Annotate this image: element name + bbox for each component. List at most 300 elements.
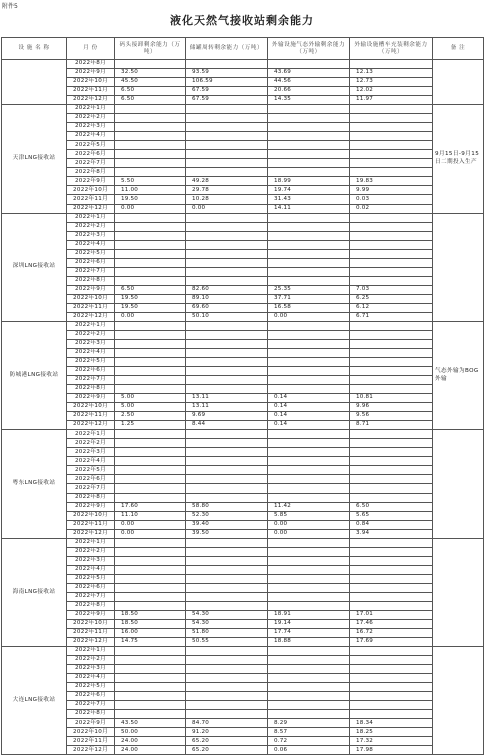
table-row bbox=[2, 78, 484, 87]
storage-cell: 58.80 bbox=[186, 502, 268, 511]
storage-cell bbox=[186, 692, 268, 701]
table-row bbox=[2, 574, 484, 583]
table-row bbox=[2, 628, 484, 637]
table-row bbox=[2, 610, 484, 619]
gas-cell bbox=[268, 367, 350, 376]
gas-cell bbox=[268, 647, 350, 656]
storage-cell: 67.59 bbox=[186, 96, 268, 105]
truck-cell: 12.13 bbox=[350, 69, 433, 78]
unload-cell bbox=[115, 556, 186, 565]
month-cell: 2022年2月 bbox=[67, 330, 115, 339]
gas-cell bbox=[268, 457, 350, 466]
unload-cell: 18.50 bbox=[115, 610, 186, 619]
unload-cell bbox=[115, 565, 186, 574]
truck-cell: 0.02 bbox=[350, 204, 433, 213]
gas-cell bbox=[268, 493, 350, 502]
month-cell: 2022年1月 bbox=[67, 647, 115, 656]
table-row bbox=[2, 159, 484, 168]
unload-cell: 24.00 bbox=[115, 746, 186, 755]
gas-cell: 14.35 bbox=[268, 96, 350, 105]
gas-cell bbox=[268, 159, 350, 168]
storage-cell bbox=[186, 231, 268, 240]
storage-cell bbox=[186, 349, 268, 358]
month-cell: 2022年1月 bbox=[67, 105, 115, 114]
month-cell: 2022年1月 bbox=[67, 538, 115, 547]
month-cell: 2022年2月 bbox=[67, 656, 115, 665]
storage-cell: 65.20 bbox=[186, 746, 268, 755]
gas-cell bbox=[268, 448, 350, 457]
truck-cell bbox=[350, 150, 433, 159]
storage-cell: 65.20 bbox=[186, 737, 268, 746]
month-cell: 2022年7月 bbox=[67, 376, 115, 385]
unload-cell bbox=[115, 701, 186, 710]
truck-cell: 12.73 bbox=[350, 78, 433, 87]
table-row bbox=[2, 267, 484, 276]
truck-cell bbox=[350, 701, 433, 710]
storage-cell: 39.40 bbox=[186, 520, 268, 529]
header-facility: 设 施 名 称 bbox=[2, 38, 67, 60]
table-row bbox=[2, 96, 484, 105]
unload-cell bbox=[115, 647, 186, 656]
storage-cell bbox=[186, 592, 268, 601]
gas-cell bbox=[268, 665, 350, 674]
month-cell: 2022年5月 bbox=[67, 466, 115, 475]
month-cell: 2022年10月 bbox=[67, 186, 115, 195]
unload-cell bbox=[115, 231, 186, 240]
storage-cell: 39.50 bbox=[186, 529, 268, 538]
truck-cell: 16.72 bbox=[350, 628, 433, 637]
storage-cell: 89.10 bbox=[186, 294, 268, 303]
gas-cell: 0.06 bbox=[268, 746, 350, 755]
month-cell: 2022年8月 bbox=[67, 493, 115, 502]
table-row bbox=[2, 403, 484, 412]
month-cell: 2022年11月 bbox=[67, 303, 115, 312]
truck-cell: 9.99 bbox=[350, 186, 433, 195]
month-cell: 2022年8月 bbox=[67, 60, 115, 69]
gas-cell bbox=[268, 249, 350, 258]
unload-cell bbox=[115, 683, 186, 692]
truck-cell bbox=[350, 321, 433, 330]
month-cell: 2022年4月 bbox=[67, 565, 115, 574]
unload-cell bbox=[115, 583, 186, 592]
truck-cell: 17.98 bbox=[350, 746, 433, 755]
table-row bbox=[2, 520, 484, 529]
facility-name: 防城港LNG接收站 bbox=[2, 321, 67, 429]
facility-name: 海南LNG接收站 bbox=[2, 538, 67, 646]
month-cell: 2022年2月 bbox=[67, 114, 115, 123]
unload-cell bbox=[115, 448, 186, 457]
truck-cell bbox=[350, 276, 433, 285]
storage-cell: 50.10 bbox=[186, 312, 268, 321]
truck-cell: 0.84 bbox=[350, 520, 433, 529]
unload-cell bbox=[115, 123, 186, 132]
table-row bbox=[2, 349, 484, 358]
page-title: 液化天然气接收站剩余能力 bbox=[170, 14, 314, 27]
table-row bbox=[2, 321, 484, 330]
month-cell: 2022年9月 bbox=[67, 394, 115, 403]
table-body bbox=[2, 60, 484, 755]
unload-cell: 19.50 bbox=[115, 294, 186, 303]
unload-cell bbox=[115, 339, 186, 348]
month-cell: 2022年8月 bbox=[67, 168, 115, 177]
unload-cell bbox=[115, 132, 186, 141]
truck-cell bbox=[350, 330, 433, 339]
gas-cell bbox=[268, 231, 350, 240]
table-row bbox=[2, 258, 484, 267]
storage-cell bbox=[186, 339, 268, 348]
storage-cell bbox=[186, 538, 268, 547]
storage-cell bbox=[186, 249, 268, 258]
month-cell: 2022年12月 bbox=[67, 529, 115, 538]
truck-cell bbox=[350, 60, 433, 69]
table-row bbox=[2, 737, 484, 746]
truck-cell bbox=[350, 547, 433, 556]
truck-cell: 10.81 bbox=[350, 394, 433, 403]
table-row bbox=[2, 457, 484, 466]
table-row bbox=[2, 448, 484, 457]
gas-cell: 0.14 bbox=[268, 412, 350, 421]
unload-cell bbox=[115, 665, 186, 674]
truck-cell bbox=[350, 132, 433, 141]
table-row bbox=[2, 285, 484, 294]
truck-cell: 12.02 bbox=[350, 87, 433, 96]
month-cell: 2022年6月 bbox=[67, 258, 115, 267]
table-row bbox=[2, 638, 484, 647]
truck-cell bbox=[350, 349, 433, 358]
table-row bbox=[2, 195, 484, 204]
table-row bbox=[2, 475, 484, 484]
gas-cell: 18.91 bbox=[268, 610, 350, 619]
table-row bbox=[2, 177, 484, 186]
remark-cell bbox=[433, 430, 484, 538]
table-row bbox=[2, 565, 484, 574]
storage-cell: 0.00 bbox=[186, 204, 268, 213]
unload-cell bbox=[115, 321, 186, 330]
unload-cell: 6.50 bbox=[115, 96, 186, 105]
storage-cell bbox=[186, 547, 268, 556]
gas-cell: 0.00 bbox=[268, 520, 350, 529]
storage-cell bbox=[186, 493, 268, 502]
month-cell: 2022年9月 bbox=[67, 177, 115, 186]
gas-cell bbox=[268, 484, 350, 493]
gas-cell bbox=[268, 222, 350, 231]
facility-name: 大连LNG接收站 bbox=[2, 647, 67, 755]
gas-cell: 37.71 bbox=[268, 294, 350, 303]
gas-cell: 0.14 bbox=[268, 403, 350, 412]
unload-cell bbox=[115, 484, 186, 493]
table-row bbox=[2, 556, 484, 565]
table-row bbox=[2, 60, 484, 69]
unload-cell bbox=[115, 601, 186, 610]
month-cell: 2022年8月 bbox=[67, 385, 115, 394]
table-row bbox=[2, 430, 484, 439]
truck-cell: 17.32 bbox=[350, 737, 433, 746]
truck-cell bbox=[350, 592, 433, 601]
table-row bbox=[2, 123, 484, 132]
unload-cell bbox=[115, 349, 186, 358]
storage-cell bbox=[186, 267, 268, 276]
table-row bbox=[2, 674, 484, 683]
unload-cell: 16.00 bbox=[115, 628, 186, 637]
unload-cell bbox=[115, 592, 186, 601]
month-cell: 2022年5月 bbox=[67, 141, 115, 150]
gas-cell: 19.14 bbox=[268, 619, 350, 628]
table-row bbox=[2, 484, 484, 493]
truck-cell bbox=[350, 683, 433, 692]
unload-cell bbox=[115, 213, 186, 222]
month-cell: 2022年9月 bbox=[67, 719, 115, 728]
table-row bbox=[2, 719, 484, 728]
month-cell: 2022年1月 bbox=[67, 430, 115, 439]
month-cell: 2022年12月 bbox=[67, 312, 115, 321]
truck-cell: 9.96 bbox=[350, 403, 433, 412]
unload-cell: 0.00 bbox=[115, 204, 186, 213]
truck-cell bbox=[350, 159, 433, 168]
table-row bbox=[2, 249, 484, 258]
truck-cell: 11.97 bbox=[350, 96, 433, 105]
unload-cell: 1.25 bbox=[115, 421, 186, 430]
gas-cell bbox=[268, 141, 350, 150]
unload-cell: 19.50 bbox=[115, 303, 186, 312]
truck-cell bbox=[350, 656, 433, 665]
gas-cell bbox=[268, 240, 350, 249]
unload-cell: 0.00 bbox=[115, 312, 186, 321]
month-cell: 2022年11月 bbox=[67, 87, 115, 96]
unload-cell bbox=[115, 150, 186, 159]
truck-cell bbox=[350, 105, 433, 114]
month-cell: 2022年5月 bbox=[67, 358, 115, 367]
truck-cell: 6.25 bbox=[350, 294, 433, 303]
unload-cell: 24.00 bbox=[115, 737, 186, 746]
month-cell: 2022年6月 bbox=[67, 692, 115, 701]
remark-cell bbox=[433, 538, 484, 646]
header-truck: 外输设施槽车充装剩余能力（万吨） bbox=[350, 38, 433, 60]
header-month: 月 份 bbox=[67, 38, 115, 60]
unload-cell bbox=[115, 240, 186, 249]
gas-cell: 43.69 bbox=[268, 69, 350, 78]
unload-cell: 11.10 bbox=[115, 511, 186, 520]
storage-cell bbox=[186, 430, 268, 439]
storage-cell bbox=[186, 457, 268, 466]
table-row bbox=[2, 592, 484, 601]
gas-cell bbox=[268, 358, 350, 367]
gas-cell bbox=[268, 376, 350, 385]
month-cell: 2022年3月 bbox=[67, 665, 115, 674]
gas-cell bbox=[268, 565, 350, 574]
storage-cell bbox=[186, 330, 268, 339]
remark-cell bbox=[433, 647, 484, 755]
gas-cell bbox=[268, 105, 350, 114]
month-cell: 2022年8月 bbox=[67, 601, 115, 610]
gas-cell bbox=[268, 168, 350, 177]
gas-cell: 25.35 bbox=[268, 285, 350, 294]
gas-cell bbox=[268, 556, 350, 565]
storage-cell bbox=[186, 240, 268, 249]
storage-cell bbox=[186, 159, 268, 168]
unload-cell bbox=[115, 692, 186, 701]
table-row bbox=[2, 276, 484, 285]
truck-cell bbox=[350, 493, 433, 502]
month-cell: 2022年10月 bbox=[67, 511, 115, 520]
facility-name: 粤东LNG接收站 bbox=[2, 430, 67, 538]
table-row bbox=[2, 114, 484, 123]
month-cell: 2022年6月 bbox=[67, 583, 115, 592]
storage-cell: 84.70 bbox=[186, 719, 268, 728]
storage-cell bbox=[186, 376, 268, 385]
storage-cell bbox=[186, 213, 268, 222]
gas-cell bbox=[268, 466, 350, 475]
unload-cell: 0.00 bbox=[115, 520, 186, 529]
truck-cell bbox=[350, 231, 433, 240]
unload-cell bbox=[115, 276, 186, 285]
gas-cell bbox=[268, 330, 350, 339]
truck-cell bbox=[350, 538, 433, 547]
truck-cell: 3.94 bbox=[350, 529, 433, 538]
month-cell: 2022年7月 bbox=[67, 701, 115, 710]
unload-cell bbox=[115, 430, 186, 439]
storage-cell: 51.80 bbox=[186, 628, 268, 637]
gas-cell: 19.74 bbox=[268, 186, 350, 195]
truck-cell: 5.65 bbox=[350, 511, 433, 520]
gas-cell bbox=[268, 674, 350, 683]
table-row bbox=[2, 439, 484, 448]
gas-cell: 16.58 bbox=[268, 303, 350, 312]
storage-cell bbox=[186, 583, 268, 592]
truck-cell bbox=[350, 565, 433, 574]
unload-cell: 5.00 bbox=[115, 394, 186, 403]
table-row bbox=[2, 619, 484, 628]
storage-cell bbox=[186, 132, 268, 141]
storage-cell bbox=[186, 222, 268, 231]
unload-cell: 18.50 bbox=[115, 619, 186, 628]
gas-cell bbox=[268, 710, 350, 719]
unload-cell bbox=[115, 547, 186, 556]
gas-cell bbox=[268, 538, 350, 547]
table-row bbox=[2, 412, 484, 421]
storage-cell: 82.60 bbox=[186, 285, 268, 294]
gas-cell bbox=[268, 547, 350, 556]
gas-cell bbox=[268, 385, 350, 394]
storage-cell: 93.59 bbox=[186, 69, 268, 78]
gas-cell: 0.72 bbox=[268, 737, 350, 746]
gas-cell bbox=[268, 683, 350, 692]
unload-cell bbox=[115, 574, 186, 583]
gas-cell bbox=[268, 439, 350, 448]
month-cell: 2022年5月 bbox=[67, 574, 115, 583]
storage-cell: 49.28 bbox=[186, 177, 268, 186]
storage-cell bbox=[186, 484, 268, 493]
month-cell: 2022年4月 bbox=[67, 674, 115, 683]
table-row bbox=[2, 141, 484, 150]
truck-cell bbox=[350, 448, 433, 457]
gas-cell: 14.11 bbox=[268, 204, 350, 213]
capacity-table bbox=[1, 37, 484, 755]
month-cell: 2022年2月 bbox=[67, 547, 115, 556]
truck-cell bbox=[350, 430, 433, 439]
storage-cell bbox=[186, 475, 268, 484]
month-cell: 2022年3月 bbox=[67, 448, 115, 457]
unload-cell: 19.50 bbox=[115, 195, 186, 204]
unload-cell bbox=[115, 475, 186, 484]
gas-cell bbox=[268, 692, 350, 701]
truck-cell: 0.03 bbox=[350, 195, 433, 204]
table-row bbox=[2, 204, 484, 213]
gas-cell: 5.85 bbox=[268, 511, 350, 520]
table-row bbox=[2, 367, 484, 376]
table-row bbox=[2, 312, 484, 321]
unload-cell: 32.50 bbox=[115, 69, 186, 78]
truck-cell bbox=[350, 339, 433, 348]
gas-cell: 0.00 bbox=[268, 312, 350, 321]
month-cell: 2022年12月 bbox=[67, 421, 115, 430]
unload-cell bbox=[115, 493, 186, 502]
truck-cell bbox=[350, 249, 433, 258]
storage-cell: 29.78 bbox=[186, 186, 268, 195]
facility-name: 天津LNG接收站 bbox=[2, 105, 67, 213]
gas-cell bbox=[268, 258, 350, 267]
truck-cell: 18.34 bbox=[350, 719, 433, 728]
unload-cell bbox=[115, 168, 186, 177]
table-row bbox=[2, 330, 484, 339]
storage-cell bbox=[186, 114, 268, 123]
gas-cell bbox=[268, 150, 350, 159]
storage-cell bbox=[186, 701, 268, 710]
gas-cell bbox=[268, 339, 350, 348]
unload-cell bbox=[115, 330, 186, 339]
gas-cell bbox=[268, 430, 350, 439]
storage-cell bbox=[186, 367, 268, 376]
storage-cell: 8.44 bbox=[186, 421, 268, 430]
table-row bbox=[2, 150, 484, 159]
unload-cell bbox=[115, 466, 186, 475]
month-cell: 2022年2月 bbox=[67, 222, 115, 231]
storage-cell bbox=[186, 656, 268, 665]
storage-cell: 9.69 bbox=[186, 412, 268, 421]
truck-cell bbox=[350, 484, 433, 493]
table-row bbox=[2, 240, 484, 249]
gas-cell bbox=[268, 267, 350, 276]
month-cell: 2022年10月 bbox=[67, 619, 115, 628]
month-cell: 2022年12月 bbox=[67, 638, 115, 647]
unload-cell: 50.00 bbox=[115, 728, 186, 737]
month-cell: 2022年3月 bbox=[67, 339, 115, 348]
truck-cell: 18.25 bbox=[350, 728, 433, 737]
header-row bbox=[2, 38, 484, 60]
remark-cell bbox=[433, 213, 484, 321]
gas-cell bbox=[268, 656, 350, 665]
month-cell: 2022年4月 bbox=[67, 240, 115, 249]
truck-cell: 7.03 bbox=[350, 285, 433, 294]
storage-cell bbox=[186, 574, 268, 583]
table-row bbox=[2, 168, 484, 177]
storage-cell bbox=[186, 321, 268, 330]
facility-name: 深圳LNG接收站 bbox=[2, 213, 67, 321]
truck-cell bbox=[350, 258, 433, 267]
truck-cell bbox=[350, 114, 433, 123]
month-cell: 2022年5月 bbox=[67, 683, 115, 692]
month-cell: 2022年11月 bbox=[67, 195, 115, 204]
month-cell: 2022年9月 bbox=[67, 610, 115, 619]
storage-cell bbox=[186, 665, 268, 674]
month-cell: 2022年11月 bbox=[67, 628, 115, 637]
unload-cell: 6.50 bbox=[115, 285, 186, 294]
remark-cell: 9月15日-9月15日二期投入生产 bbox=[433, 105, 484, 213]
table-row bbox=[2, 222, 484, 231]
storage-cell: 10.28 bbox=[186, 195, 268, 204]
storage-cell bbox=[186, 168, 268, 177]
table-row bbox=[2, 421, 484, 430]
table-row bbox=[2, 493, 484, 502]
